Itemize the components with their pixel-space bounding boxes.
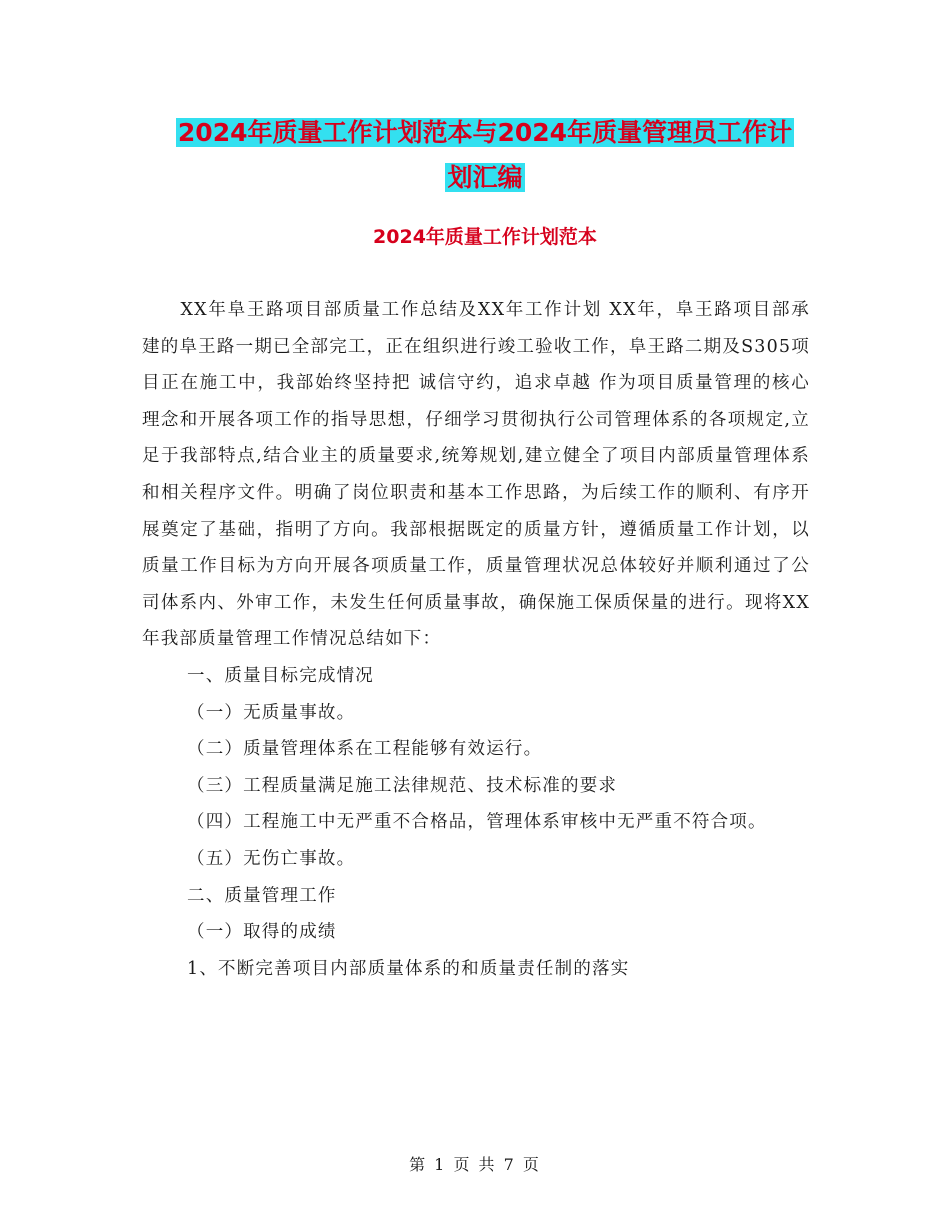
title-line-1: 2024年质量工作计划范本与2024年质量管理员工作计 <box>177 118 793 147</box>
document-title <box>140 110 830 200</box>
section-2-heading: 二、质量管理工作 <box>187 885 337 906</box>
intro-paragraph: XX年阜王路项目部质量工作总结及XX年工作计划 XX年，阜王路项目部承建的阜王路一期已全部完工，正在组织进行竣工验收工作，阜王路二期及S305项目正在施工中，我部始终坚持把 诚信守约，追求卓越 作为项目质量管理的核心理念和开展各项工作的指导思想，仔细学习贯彻执行公司管理体系的各项规定,立足于我部特点,结合业主的质量要求,统筹规划,建立健全了项目内部质量管理体系和相关程序文件。明确了岗位职责和基本工作思路，为后续工作的顺利、有序开展奠定了基础，指明了方向。我部根据既定的质量方针，遵循质量工作计划，以质量工作目标为方向开展各项质量工作，质量管理状况总体较好并顺利通过了公司体系内、外审工作，未发生任何质量事故，确保施工保质保量的进行。现将XX年我部质量管理工作情况总结如下： <box>142 300 810 650</box>
section-2-subheading: （一）取得的成绩 <box>187 922 337 943</box>
list-item: （五）无伤亡事故。 <box>187 848 356 869</box>
list-item: （二）质量管理体系在工程能够有效运行。 <box>187 739 543 760</box>
list-item: 1、不断完善项目内部质量体系的和质量责任制的落实 <box>187 958 630 979</box>
list-item: （三）工程质量满足施工法律规范、技术标准的要求 <box>187 775 618 796</box>
list-item: （四）工程施工中无严重不合格品，管理体系审核中无严重不符合项。 <box>187 812 767 833</box>
list-item: （一）无质量事故。 <box>187 702 356 723</box>
section-subtitle: 2024年质量工作计划范本 <box>373 226 597 248</box>
title-line-2: 划汇编 <box>447 163 523 192</box>
document-body <box>142 292 810 987</box>
page-footer: 第 1 页 共 7 页 <box>409 1155 541 1174</box>
section-1-heading: 一、质量目标完成情况 <box>187 665 374 686</box>
